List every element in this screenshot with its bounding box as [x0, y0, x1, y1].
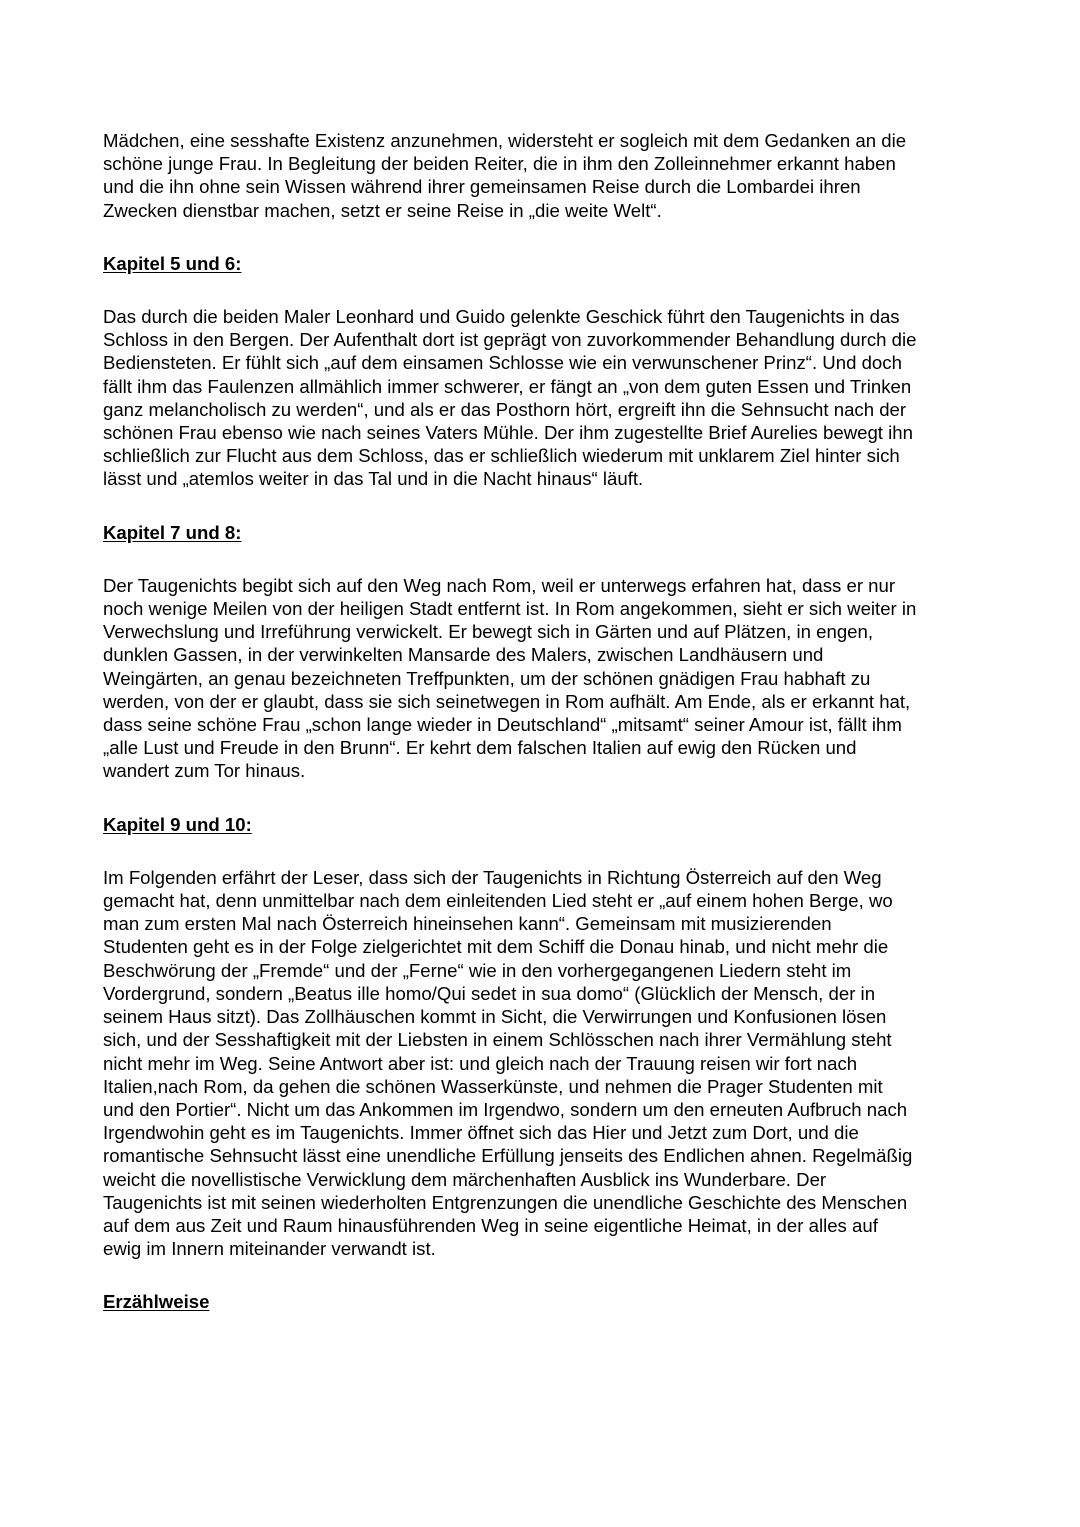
text-line: Weingärten, an genau bezeichneten Treffpunkten, um der schönen gnädigen Frau habhaft zu: [103, 667, 871, 689]
text-line: auf dem aus Zeit und Raum hinausführenden Weg in seine eigentliche Heimat, in der alles auf: [103, 1214, 878, 1236]
text-line: Der Taugenichts begibt sich auf den Weg nach Rom, weil er unterwegs erfahren hat, dass er nur: [103, 574, 896, 596]
section-heading-erzaehlweise: Erzählweise: [103, 1291, 210, 1313]
text-line: Studenten geht es in der Folge zielgerichtet mit dem Schiff die Donau hinab, und nicht mehr die: [103, 936, 889, 958]
text-line: gemacht hat, denn unmittelbar nach dem einleitenden Lied steht er „auf einem hohen Berge, wo: [103, 890, 893, 912]
section-paragraph-kapitel-7-8: [103, 574, 983, 783]
section-paragraph-kapitel-9-10: [103, 866, 983, 1260]
text-line: Schloss in den Bergen. Der Aufenthalt dort ist geprägt von zuvorkommender Behandlung durch die: [103, 329, 917, 351]
text-line: sich, und der Sesshaftigkeit mit der Liebsten in einem Schlösschen nach ihrer Vermählung steht: [103, 1029, 892, 1051]
text-line: Vordergrund, sondern „Beatus ille homo/Qui sedet in sua domo“ (Glücklich der Mensch, der in: [103, 982, 876, 1004]
text-line: Zwecken dienstbar machen, setzt er seine Reise in „die weite Welt“.: [103, 199, 662, 221]
section-heading-kapitel-7-8: Kapitel 7 und 8:: [103, 521, 242, 543]
text-line: wandert zum Tor hinaus.: [103, 760, 306, 782]
text-line: noch wenige Meilen von der heiligen Stadt entfernt ist. In Rom angekommen, sieht er sich weiter in: [103, 598, 917, 620]
text-line: Italien,nach Rom, da gehen die schönen Wasserkünste, und nehmen die Prager Studenten mit: [103, 1075, 883, 1097]
text-line: Taugenichts ist mit seinen wiederholten Entgrenzungen die unendliche Geschichte des Menschen: [103, 1191, 908, 1213]
text-line: schließlich zur Flucht aus dem Schloss, das er schließlich wiederum mit unklarem Ziel hinter sich: [103, 445, 900, 467]
text-line: ewig im Innern miteinander verwandt ist.: [103, 1238, 436, 1260]
text-line: „alle Lust und Freude in den Brunn“. Er kehrt dem falschen Italien auf ewig den Rücken und: [103, 737, 857, 759]
text-line: Verwechslung und Irreführung verwickelt. Er bewegt sich in Gärten und auf Plätzen, in engen,: [103, 621, 874, 643]
text-line: und die ihn ohne sein Wissen während ihrer gemeinsamen Reise durch die Lombardei ihren: [103, 176, 861, 198]
text-line: dunklen Gassen, in der verwinkelten Mansarde des Malers, zwischen Landhäusern und: [103, 644, 824, 666]
text-line: Irgendwohin geht es im Taugenichts. Immer öffnet sich das Hier und Jetzt zum Dort, und die: [103, 1122, 859, 1144]
section-heading-kapitel-5-6: Kapitel 5 und 6:: [103, 252, 242, 274]
text-line: Das durch die beiden Maler Leonhard und Guido gelenkte Geschick führt den Taugenichts in das: [103, 306, 900, 328]
text-line: man zum ersten Mal nach Österreich hineinsehen kann“. Gemeinsam mit musizierenden: [103, 913, 832, 935]
intro-paragraph: [103, 129, 983, 222]
text-line: dass seine schöne Frau „schon lange wieder in Deutschland“ „mitsamt“ seiner Amour ist, fällt ihm: [103, 714, 902, 736]
document-page: [103, 129, 983, 1314]
text-line: lässt und „atemlos weiter in das Tal und in die Nacht hinaus“ läuft.: [103, 468, 644, 490]
text-line: Beschwörung der „Fremde“ und der „Ferne“ wie in den vorhergegangenen Liedern steht im: [103, 959, 852, 981]
text-line: Mädchen, eine sesshafte Existenz anzunehmen, widersteht er sogleich mit dem Gedanken an die: [103, 130, 907, 151]
section-paragraph-kapitel-5-6: [103, 305, 983, 491]
text-line: nicht mehr im Weg. Seine Antwort aber ist: und gleich nach der Trauung reisen wir fort nach: [103, 1052, 858, 1074]
text-line: seinem Haus sitzt). Das Zollhäuschen kommt in Sicht, die Verwirrungen und Konfusionen lösen: [103, 1006, 887, 1028]
text-line: Bediensteten. Er fühlt sich „auf dem einsamen Schlosse wie ein verwunschener Prinz“. Und doch: [103, 352, 902, 374]
text-line: fällt ihm das Faulenzen allmählich immer schwerer, er fängt an „von dem guten Essen und Trinken: [103, 375, 912, 397]
section-heading-kapitel-9-10: Kapitel 9 und 10:: [103, 813, 252, 835]
text-line: romantische Sehnsucht lässt eine unendliche Erfüllung jenseits des Endlichen ahnen. Regelmäßig: [103, 1145, 913, 1167]
text-line: Im Folgenden erfährt der Leser, dass sich der Taugenichts in Richtung Österreich auf den Weg: [103, 866, 882, 888]
text-line: ganz melancholisch zu werden“, und als er das Posthorn hört, ergreift ihn die Sehnsucht nach der: [103, 398, 907, 420]
text-line: schönen Frau ebenso wie nach seines Vaters Mühle. Der ihm zugestellte Brief Aurelies bewegt ihn: [103, 422, 913, 444]
text-line: und den Portier“. Nicht um das Ankommen im Irgendwo, sondern um den erneuten Aufbruch nach: [103, 1098, 908, 1120]
text-line: schöne junge Frau. In Begleitung der beiden Reiter, die in ihm den Zolleinnehmer erkannt haben: [103, 153, 896, 175]
text-line: weicht die novellistische Verwicklung dem märchenhaften Ausblick ins Wunderbare. Der: [103, 1168, 827, 1190]
text-line: werden, von der er glaubt, dass sie sich seinetwegen in Rom aufhält. Am Ende, als er erkannt hat,: [103, 690, 911, 712]
